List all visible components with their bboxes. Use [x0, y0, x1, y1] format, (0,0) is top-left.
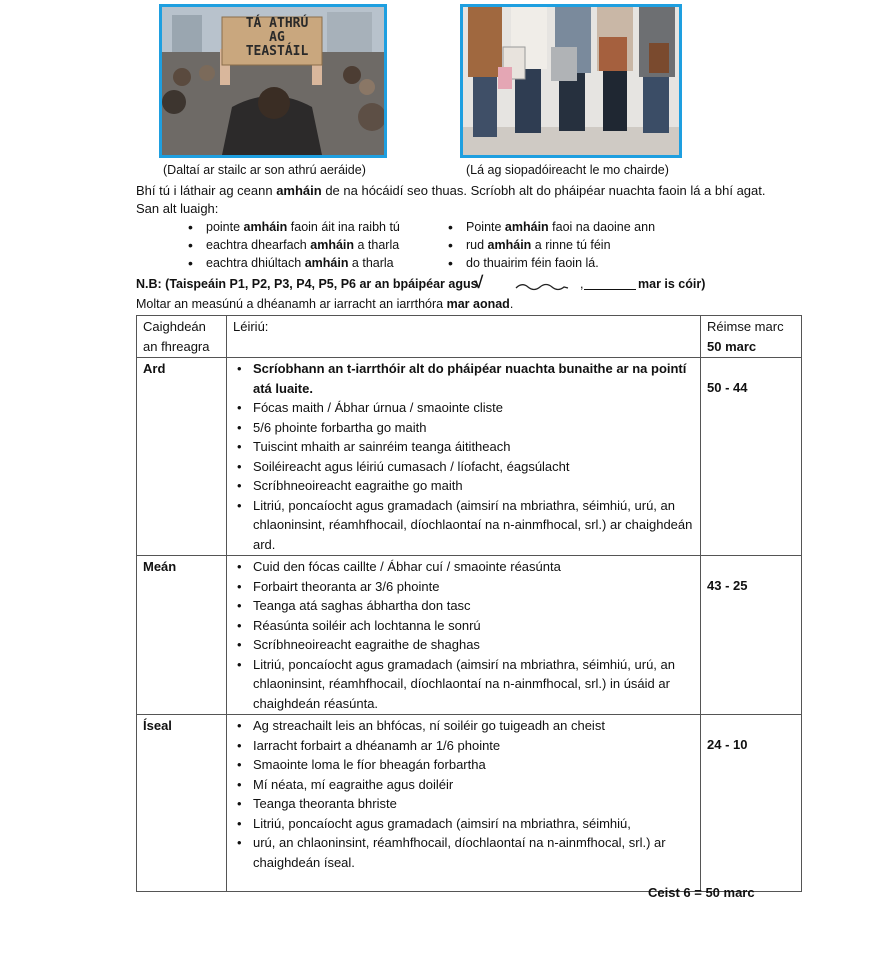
list-item: • rud amháin a rinne tú féin: [444, 236, 655, 254]
list-item: • Iarracht forbairt a dhéanamh ar 1/6 phointe: [233, 736, 694, 756]
list-item: • Litriú, poncaíocht agus gramadach (aimsirí na mbriathra, séimhiú,: [233, 814, 694, 834]
list-item: • eachtra dhearfach amháin a tharla: [184, 236, 400, 254]
list-item: • Scríobhann an t-iarrthóir alt do pháipéar nuachta bunaithe ar na pointí atá luaite.: [233, 359, 694, 398]
header-standard: Caighdeán an fhreagra: [137, 316, 227, 358]
assessment-note: Moltar an measúnú a dhéanamh ar iarracht an iarrthóra mar aonad.: [136, 297, 514, 311]
list-item: • pointe amháin faoin áit ina raibh tú: [184, 218, 400, 236]
list-item: • Teanga theoranta bhriste: [233, 794, 694, 814]
level-label: Ard: [137, 358, 227, 556]
list-item: • do thuairim féin faoin lá.: [444, 254, 655, 272]
list-item: • Mí néata, mí eagraithe agus doiléir: [233, 775, 694, 795]
points-list-left: [184, 218, 400, 272]
task-subheading: San alt luaigh:: [136, 201, 219, 216]
list-item: • Ag streachailt leis an bhfócas, ní soiléir go tuigeadh an cheist: [233, 716, 694, 736]
list-item: • Scríbhneoireacht eagraithe go maith: [233, 476, 694, 496]
marking-scheme-table: [136, 315, 802, 892]
criteria-cell: [227, 715, 701, 892]
marks-cell: 24 - 10: [701, 715, 802, 892]
shopping-photo: [460, 4, 682, 158]
list-item: • Smaointe loma le fíor bheagán forbartha: [233, 755, 694, 775]
header-marks: Réimse marc 50 marc: [701, 316, 802, 358]
list-item: • Litriú, poncaíocht agus gramadach (aimsirí na mbriathra, séimhiú, urú, an chlaoninsint, réamhfhocail, díochlaontaí na n-ainmfhocal, srl.) ar chaighdeán ard.: [233, 496, 694, 555]
list-item: • Tuiscint mhaith ar sainréim teanga áititheach: [233, 437, 694, 457]
protest-photo: [159, 4, 387, 158]
level-label: Meán: [137, 556, 227, 715]
list-item: • Forbairt theoranta ar 3/6 phointe: [233, 577, 694, 597]
question-total: Ceist 6 = 50 marc: [648, 885, 755, 900]
criteria-cell: [227, 358, 701, 556]
task-instruction: Bhí tú i láthair ag ceann amháin de na hócáidí seo thuas. Scríobh alt do pháipéar nuachta faoin lá a bhí agat.: [136, 183, 766, 198]
list-item: • Fócas maith / Ábhar úrnua / smaointe cliste: [233, 398, 694, 418]
table-row: [137, 358, 802, 556]
list-item: • Teanga atá saghas ábhartha don tasc: [233, 596, 694, 616]
photo-caption-right: (Lá ag siopadóireacht le mo chairde): [466, 163, 669, 177]
header-description: Léiriú:: [227, 316, 701, 358]
note-end: mar is cóir): [638, 277, 706, 291]
wavy-line-icon: [514, 280, 570, 292]
list-item: • Scríbhneoireacht eagraithe de shaghas: [233, 635, 694, 655]
tick-mark: √: [474, 273, 484, 292]
list-item: • eachtra dhiúltach amháin a tharla: [184, 254, 400, 272]
points-list-right: [444, 218, 655, 272]
photo-caption-left: (Daltaí ar stailc ar son athrú aeráide): [163, 163, 366, 177]
protest-sign-text: TÁ ATHRÚ AG TEASTÁIL: [245, 16, 309, 59]
list-item: • 5/6 phointe forbartha go maith: [233, 418, 694, 438]
underline-blank: [584, 289, 636, 290]
table-row: [137, 715, 802, 892]
note-text: N.B: (Taispeáin P1, P2, P3, P4, P5, P6 ar an bpáipéar agus: [136, 277, 478, 291]
list-item: • Litriú, poncaíocht agus gramadach (aimsirí na mbriathra, séimhiú, urú, an chlaoninsint, réamhfhocail, díochlaontaí na n-ainmfhocal, srl.) in úsáid ar chaighdeán réasúnta.: [233, 655, 694, 714]
table-row: [137, 556, 802, 715]
note-comma: ,: [580, 277, 584, 291]
marks-cell: 43 - 25: [701, 556, 802, 715]
table-header-row: [137, 316, 802, 358]
list-item: • Réasúnta soiléir ach lochtanna le sonrú: [233, 616, 694, 636]
level-label: Íseal: [137, 715, 227, 892]
list-item: • Cuid den fócas caillte / Ábhar cuí / smaointe réasúnta: [233, 557, 694, 577]
list-item: • Soiléireacht agus léiriú cumasach / líofacht, éagsúlacht: [233, 457, 694, 477]
list-item: • urú, an chlaoninsint, réamhfhocail, díochlaontaí na n-ainmfhocal, srl.) ar chaighdeán íseal.: [233, 833, 694, 872]
list-item: • Pointe amháin faoi na daoine ann: [444, 218, 655, 236]
criteria-cell: [227, 556, 701, 715]
marks-cell: 50 - 44: [701, 358, 802, 556]
